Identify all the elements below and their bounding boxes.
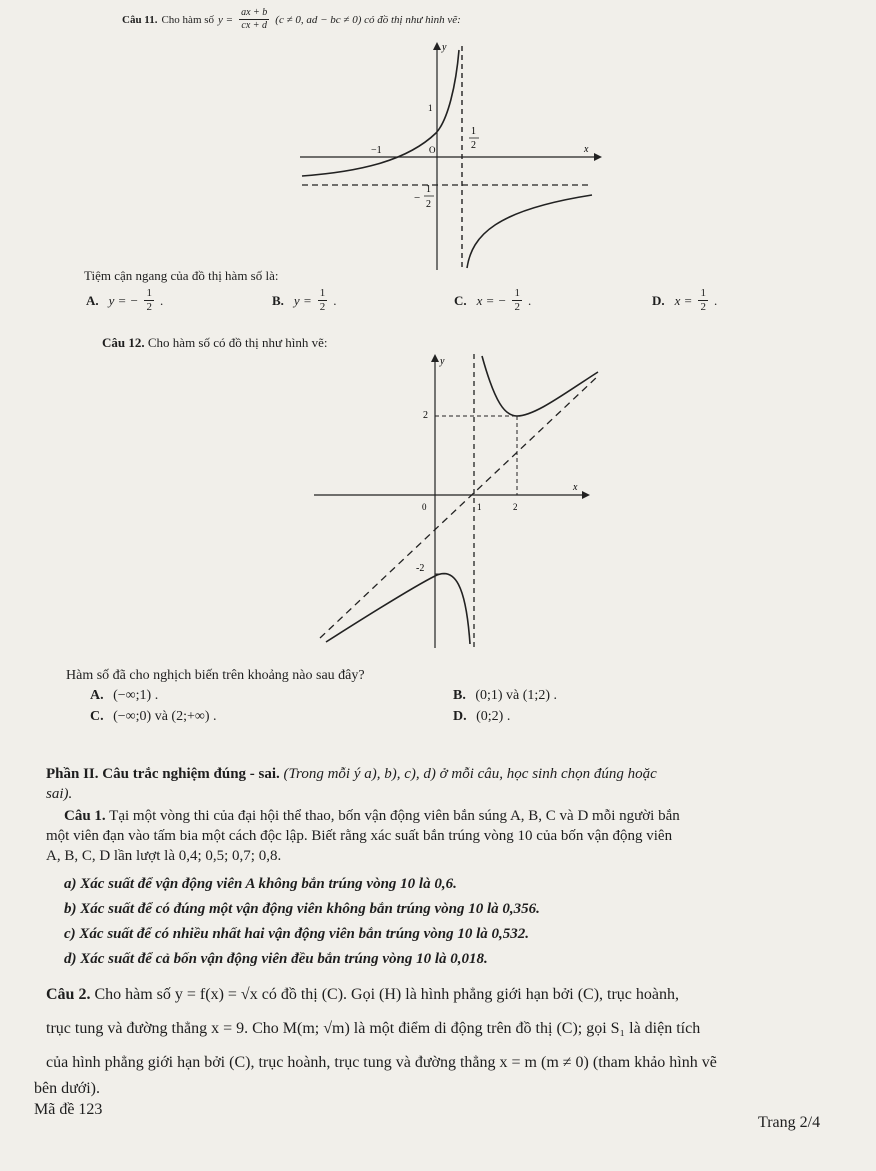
q11-condition: (c ≠ 0, ad − bc ≠ 0) có đồ thị như hình vẽ: xyxy=(275,13,461,26)
q11-tick-one: 1 xyxy=(428,103,433,113)
q11-option-c-den: 2 xyxy=(514,301,520,313)
q11-option-b-den: 2 xyxy=(319,301,326,313)
q11-option-d-num: 1 xyxy=(700,287,706,299)
q11-option-a-label: A. xyxy=(86,292,99,308)
q11-option-a-den: 2 xyxy=(146,301,152,313)
q12-y-arrow xyxy=(431,354,439,362)
p2q2-line2: trục tung và đường thẳng x = 9. Cho M(m; √m) là một điểm di động trên đồ thị (C); gọi S₁ là diện tích xyxy=(46,1020,701,1037)
q11-header xyxy=(122,8,461,31)
q11-option-a-lhs: y = − xyxy=(108,292,139,308)
q11-y-eq: y = xyxy=(218,13,234,26)
q12-tick-two: 2 xyxy=(423,410,428,421)
part2-heading xyxy=(46,766,657,783)
q12-x-arrow xyxy=(582,491,590,499)
p2q1-item-b: b) Xác suất để có đúng một vận động viên không bắn trúng vòng 10 là 0,356. xyxy=(64,901,540,917)
q11-option-b-lhs: y = xyxy=(293,292,312,308)
q11-option-c-lhs: x = − xyxy=(476,292,507,308)
q11-option-b-frac xyxy=(318,288,328,313)
q12-option-c xyxy=(90,709,217,725)
p2q1-line2: một viên đạn vào tấm bia một cách độc lập. Biết rằng xác suất bắn trúng vòng 10 của bốn vận động viên xyxy=(46,828,673,844)
q11-option-d-frac xyxy=(698,288,708,313)
q12-option-b xyxy=(453,688,557,704)
q11-option-d-end: . xyxy=(713,292,718,308)
q12-y-label: y xyxy=(440,356,445,367)
p2q2-line1 xyxy=(46,986,679,1004)
q11-tick-neg1: −1 xyxy=(371,145,382,156)
footer-code: Mã đề 123 xyxy=(34,1101,103,1118)
q12-option-c-label: C. xyxy=(90,709,104,724)
q11-right-branch xyxy=(467,195,592,268)
p2q2-label: Câu 2. xyxy=(46,986,91,1003)
q11-neghalf-num: 1 xyxy=(426,184,431,195)
q12-tick-x2: 2 xyxy=(513,502,518,512)
p2q2-line4: bên dưới). xyxy=(34,1080,101,1097)
q11-label: Câu 11. xyxy=(122,13,158,26)
q12-option-d-text: (0;2) . xyxy=(476,709,511,724)
q12-right-branch xyxy=(482,356,598,416)
q11-graph xyxy=(296,40,606,272)
q11-option-c xyxy=(454,288,531,313)
q11-intro: Cho hàm số xyxy=(161,13,215,26)
q12-question: Hàm số đã cho nghịch biến trên khoảng nào sau đây? xyxy=(66,668,365,683)
part2-instruction-2: sai). xyxy=(46,786,73,802)
q11-option-a-num: 1 xyxy=(146,287,152,299)
q11-option-d-lhs: x = xyxy=(674,292,693,308)
q11-option-b-end: . xyxy=(333,292,337,308)
q11-option-c-frac xyxy=(512,288,522,313)
p2q1-line1 xyxy=(64,808,680,825)
p2q2-line1-text: Cho hàm số y = f(x) = √x có đồ thị (C). Gọi (H) là hình phẳng giới hạn bởi (C), trục hoành, xyxy=(94,986,679,1003)
q11-y-arrow xyxy=(433,42,441,50)
p2q1-item-a: a) Xác suất để vận động viên A không bắn trúng vòng 10 là 0,6. xyxy=(64,876,457,892)
q12-option-d xyxy=(453,709,510,725)
q11-option-c-label: C. xyxy=(454,292,467,308)
q11-question: Tiệm cận ngang của đồ thị hàm số là: xyxy=(84,268,279,283)
p2q1-line1-text: Tại một vòng thi của đại hội thể thao, bốn vận động viên bắn súng A, B, C và D mỗi người bắn xyxy=(109,808,680,824)
q12-option-d-label: D. xyxy=(453,709,467,724)
q12-text: Cho hàm số có đồ thị như hình vẽ: xyxy=(147,335,328,350)
q11-option-b-num: 1 xyxy=(319,287,326,299)
q12-header xyxy=(102,335,328,351)
p2q1-label: Câu 1. xyxy=(64,808,106,824)
q11-tick-zero: O xyxy=(429,145,436,155)
q11-neghalf-den: 2 xyxy=(426,199,431,210)
q11-option-c-end: . xyxy=(527,292,532,308)
q11-half-den: 2 xyxy=(471,140,476,151)
q11-option-b xyxy=(272,288,336,313)
q11-option-a-end: . xyxy=(159,292,164,308)
q12-tick-x1: 1 xyxy=(477,502,482,512)
footer-page: Trang 2/4 xyxy=(758,1114,821,1131)
q12-option-a-text: (−∞;1) . xyxy=(113,688,159,703)
q12-option-b-text: (0;1) và (1;2) . xyxy=(475,688,557,703)
q12-option-b-label: B. xyxy=(453,688,466,703)
part2-instruction-1: (Trong mỗi ý a), b), c), d) ở mỗi câu, học sinh chọn đúng hoặc xyxy=(283,766,657,782)
p2q1-line3: A, B, C, D lần lượt là 0,4; 0,5; 0,7; 0,8. xyxy=(46,848,282,864)
q12-left-branch xyxy=(326,574,470,644)
q12-tick-neg2: -2 xyxy=(416,563,425,574)
q12-tick-zero: 0 xyxy=(422,502,427,512)
q12-label: Câu 12. xyxy=(102,335,145,350)
q12-option-a-label: A. xyxy=(90,688,104,703)
q11-denominator: cx + d xyxy=(241,20,267,31)
q11-option-d-den: 2 xyxy=(700,301,706,313)
q11-option-a-frac xyxy=(144,288,154,313)
p2q1-item-c: c) Xác suất để có nhiều nhất hai vận động viên bắn trúng vòng 10 là 0,532. xyxy=(64,926,530,942)
q11-option-d xyxy=(652,288,717,313)
q11-option-d-label: D. xyxy=(652,292,665,308)
q12-option-c-text: (−∞;0) và (2;+∞) . xyxy=(113,709,217,724)
q11-option-b-label: B. xyxy=(272,292,284,308)
p2q1-item-d: d) Xác suất để cả bốn vận động viên đều bắn trúng vòng 10 là 0,018. xyxy=(64,951,488,967)
q11-neg-sign: − xyxy=(414,192,421,204)
p2q2-line3: của hình phẳng giới hạn bởi (C), trục hoành, trục tung và đường thẳng x = m (m ≠ 0) (tham khảo hình vẽ xyxy=(46,1054,717,1071)
q11-fraction xyxy=(239,8,269,31)
part2-title: Phần II. Câu trắc nghiệm đúng - sai. xyxy=(46,766,280,782)
q12-graph xyxy=(310,348,610,650)
q12-option-a xyxy=(90,688,158,704)
q11-y-label: y xyxy=(442,42,447,53)
q11-half-num: 1 xyxy=(471,126,476,137)
q11-numerator: ax + b xyxy=(241,7,268,18)
q11-x-arrow xyxy=(594,153,602,161)
q11-option-a xyxy=(86,288,163,313)
q11-option-c-num: 1 xyxy=(514,287,520,299)
q11-x-label: x xyxy=(584,144,589,155)
q12-x-label: x xyxy=(573,482,578,493)
q12-oblique-asymptote xyxy=(320,376,598,638)
